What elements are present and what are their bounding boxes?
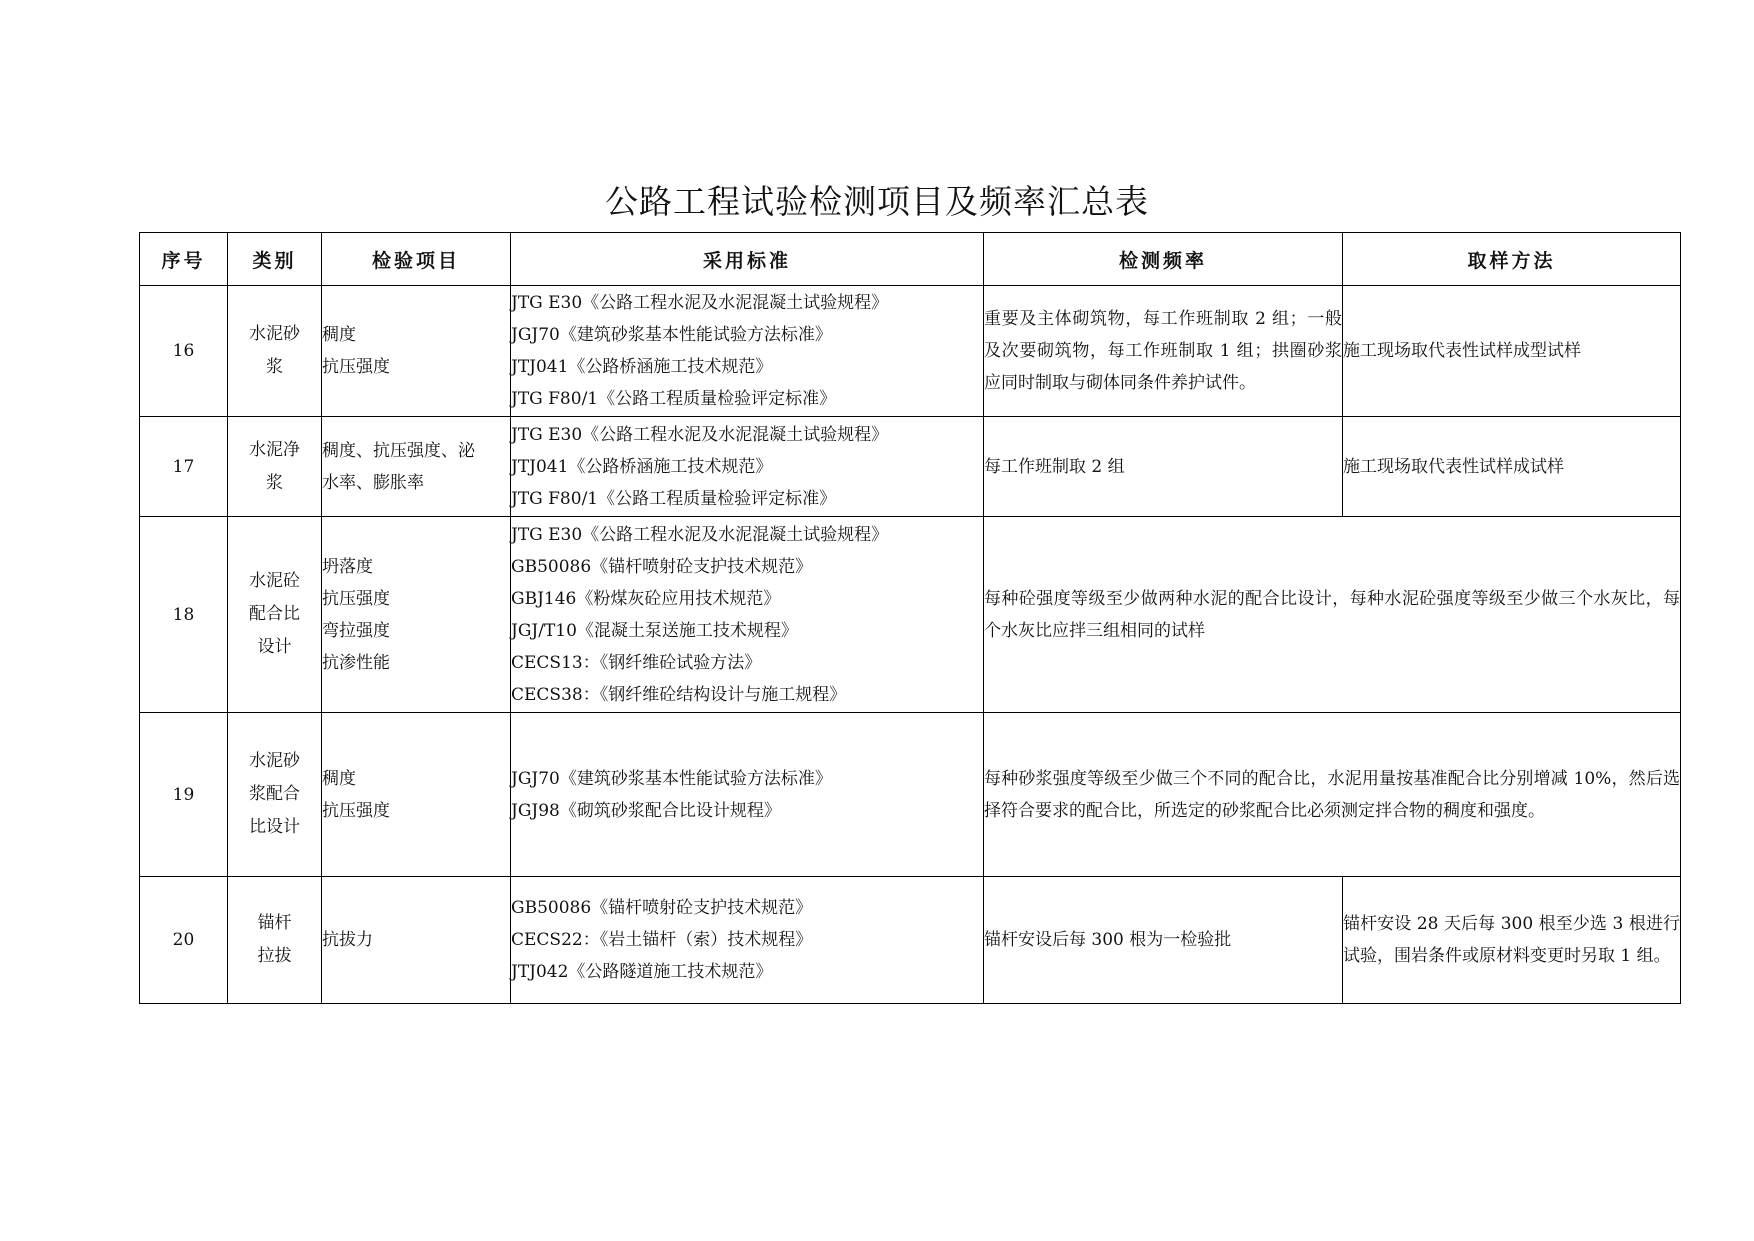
standards-cell (511, 517, 984, 713)
standards-cell (511, 877, 984, 1004)
table-row (140, 713, 1681, 877)
standard-line: JGJ/T10《混凝土泵送施工技术规程》 (511, 620, 798, 641)
category-line: 设计 (257, 637, 292, 657)
frequency-cell (984, 286, 1343, 417)
category-cell (228, 517, 322, 713)
sampling-text: 锚杆安设 28 天后每 300 根至少选 3 根进行试验，围岩条件或原材料变更时另取 1 组。 (1343, 914, 1680, 966)
seq-cell: 16 (140, 286, 228, 417)
category-line: 水泥砂 (249, 751, 300, 771)
category-line: 配合比 (249, 604, 300, 624)
table-row (140, 877, 1681, 1004)
category-line: 拉拔 (257, 946, 292, 966)
standard-line: GB50086《锚杆喷射砼支护技术规范》 (511, 898, 813, 918)
frequency-cell (984, 877, 1343, 1004)
standard-line: JGJ70《建筑砂浆基本性能试验方法标准》 (511, 325, 832, 345)
standard-line: CECS22：《岩土锚杆（索）技术规程》 (511, 930, 813, 950)
standard-line: JTG F80/1《公路工程质量检验评定标准》 (511, 488, 837, 509)
item-line: 稠度、抗压强度、泌 (322, 440, 475, 461)
standard-line: JTG E30《公路工程水泥及水泥混凝土试验规程》 (511, 524, 889, 545)
frequency-text: 每工作班制取 2 组 (984, 456, 1125, 477)
category-line: 水泥砂 (249, 324, 300, 344)
table-row (140, 417, 1681, 517)
standard-line: JTG F80/1《公路工程质量检验评定标准》 (511, 389, 837, 409)
item-line: 稠度 (322, 325, 356, 345)
sampling-text: 施工现场取代表性试样成试样 (1343, 456, 1564, 477)
header-items: 检验项目 (322, 233, 511, 286)
category-cell (228, 713, 322, 877)
seq-cell: 18 (140, 517, 228, 713)
sampling-text: 施工现场取代表性试样成型试样 (1343, 341, 1581, 361)
frequency-cell (984, 713, 1681, 877)
item-line: 抗压强度 (322, 588, 390, 609)
standard-line: JGJ70《建筑砂浆基本性能试验方法标准》 (511, 768, 832, 789)
seq-cell: 17 (140, 417, 228, 517)
standards-cell (511, 286, 984, 417)
table-row (140, 286, 1681, 417)
item-line: 抗拔力 (322, 930, 373, 950)
category-line: 水泥砼 (249, 571, 300, 591)
standard-line: CECS38：《钢纤维砼结构设计与施工规程》 (511, 684, 847, 705)
category-line: 锚杆 (257, 913, 292, 933)
seq-cell: 19 (140, 713, 228, 877)
sampling-cell (1343, 286, 1681, 417)
item-line: 抗压强度 (322, 800, 390, 821)
item-line: 弯拉强度 (322, 620, 390, 641)
item-line: 稠度 (322, 768, 356, 789)
frequency-text: 每种砂浆强度等级至少做三个不同的配合比，水泥用量按基准配合比分别增减 10%，然后选择符合要求的配合比，所选定的砂浆配合比必须测定拌合物的稠度和强度。 (984, 768, 1680, 821)
standard-line: JTJ042《公路隧道施工技术规范》 (511, 962, 773, 982)
item-line: 抗渗性能 (322, 652, 390, 673)
standards-cell (511, 417, 984, 517)
header-frequency: 检测频率 (984, 233, 1343, 286)
items-cell (322, 286, 511, 417)
items-cell (322, 713, 511, 877)
page-title: 公路工程试验检测项目及频率汇总表 (605, 182, 1149, 221)
standards-cell (511, 713, 984, 877)
frequency-text: 重要及主体砌筑物，每工作班制取 2 组；一般及次要砌筑物，每工作班制取 1 组；拱圈砂浆应同时制取与砌体同条件养护试件。 (984, 309, 1342, 393)
item-line: 坍落度 (322, 556, 373, 577)
header-standards: 采用标准 (511, 233, 984, 286)
category-line: 浆 (266, 357, 283, 377)
frequency-cell (984, 417, 1343, 517)
category-cell (228, 417, 322, 517)
standard-line: JTJ041《公路桥涵施工技术规范》 (511, 456, 773, 477)
category-line: 浆 (266, 472, 283, 493)
item-line: 抗压强度 (322, 357, 390, 377)
category-cell (228, 877, 322, 1004)
items-cell (322, 417, 511, 517)
items-cell (322, 517, 511, 713)
item-line: 水率、膨胀率 (322, 472, 424, 493)
sampling-cell (1343, 877, 1681, 1004)
frequency-text: 每种砼强度等级至少做两种水泥的配合比设计，每种水泥砼强度等级至少做三个水灰比，每个水灰比应拌三组相同的试样 (984, 588, 1680, 641)
standard-line: JTJ041《公路桥涵施工技术规范》 (511, 357, 773, 377)
header-category: 类别 (228, 233, 322, 286)
header-seq: 序号 (140, 233, 228, 286)
standard-line: JGJ98《砌筑砂浆配合比设计规程》 (511, 800, 781, 821)
standard-line: JTG E30《公路工程水泥及水泥混凝土试验规程》 (511, 293, 889, 313)
items-cell (322, 877, 511, 1004)
header-row (140, 233, 1681, 286)
category-line: 水泥净 (249, 439, 300, 460)
category-line: 浆配合 (249, 784, 300, 804)
seq-cell: 20 (140, 877, 228, 1004)
standard-line: GB50086《锚杆喷射砼支护技术规范》 (511, 556, 813, 577)
table-row (140, 517, 1681, 713)
standard-line: GBJ146《粉煤灰砼应用技术规范》 (511, 588, 781, 609)
category-cell (228, 286, 322, 417)
standard-line: JTG E30《公路工程水泥及水泥混凝土试验规程》 (511, 424, 889, 445)
frequency-cell (984, 517, 1681, 713)
sampling-cell (1343, 417, 1681, 517)
category-line: 比设计 (249, 817, 300, 837)
header-sampling: 取样方法 (1343, 233, 1681, 286)
summary-table (139, 232, 1681, 1004)
standard-line: CECS13：《钢纤维砼试验方法》 (511, 652, 762, 673)
frequency-text: 锚杆安设后每 300 根为一检验批 (984, 930, 1232, 950)
